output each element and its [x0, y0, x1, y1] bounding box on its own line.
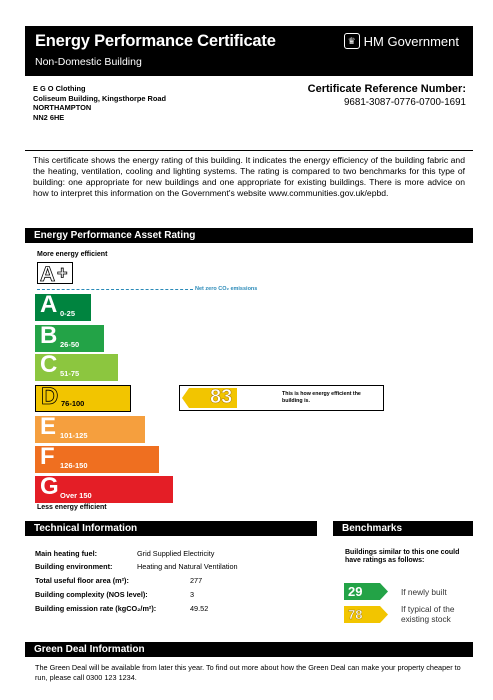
band-letter: B	[40, 322, 58, 349]
rating-band-f	[35, 443, 159, 473]
current-rating-text: This is how energy efficient the building is.	[282, 391, 361, 404]
tech-value: Grid Supplied Electricity	[137, 549, 215, 558]
certificate-subtitle: Non-Domestic Building	[35, 56, 142, 68]
band-range: 0-25	[60, 309, 76, 318]
band-range: 51-75	[60, 369, 80, 378]
band-range: 76-100	[61, 399, 85, 408]
tech-value: Heating and Natural Ventilation	[137, 562, 238, 571]
current-rating-value: 83	[210, 386, 233, 408]
green-deal-text: The Green Deal will be available from later this year. To find out more about how the Green Deal can make your property cheaper to run, please call 0300 123 1234.	[35, 663, 461, 682]
band-range: 101-125	[60, 431, 88, 440]
current-rating-box	[179, 385, 384, 411]
svg-text:+: +	[57, 263, 68, 283]
svg-text:A: A	[40, 263, 56, 284]
tech-label: Main heating fuel:	[35, 549, 98, 558]
tech-label: Building emission rate (kgCO₂/m²):	[35, 604, 157, 613]
crest-icon: ♛	[344, 33, 360, 49]
band-range: 126-150	[60, 461, 88, 470]
property-address	[33, 84, 166, 122]
certificate-title: Energy Performance Certificate	[35, 32, 276, 50]
logo-text: HM Government	[363, 33, 459, 49]
benchmark-label: If typical of the existing stock	[401, 604, 455, 624]
intro-paragraph: This certificate shows the energy rating of this building. It indicates the energy efficiency of the building fabric and the heating, ventilation, cooling and lighting systems. The rating is compared to two benchmarks for this type of building: one appropriate for new buildings and one appropriate for existing buildings. There is more advice on how to interpret this information on the Government's website www.communities.gov.uk/epbd.	[33, 155, 465, 198]
rating-band-d	[35, 385, 131, 412]
tech-label: Building complexity (NOS level):	[35, 590, 148, 599]
certificate-reference	[308, 83, 466, 108]
rating-band-b	[35, 322, 104, 352]
reference-number: 9681-3087-0776-0700-1691	[343, 97, 466, 108]
tech-row-emission-rate	[35, 604, 209, 613]
rating-band-c	[35, 351, 118, 381]
address-line: NORTHAMPTON	[33, 103, 92, 113]
divider	[25, 150, 473, 151]
benchmark-value: 78	[348, 607, 363, 622]
band-letter: C	[40, 351, 58, 378]
tech-row-environment	[35, 562, 238, 571]
tech-row-floor-area	[35, 576, 203, 585]
tech-row-heating-fuel	[35, 549, 215, 558]
address-line: NN2 6HE	[33, 112, 65, 122]
net-zero-label: Net zero CO₂ emissions	[195, 286, 258, 292]
more-efficient-label: More energy efficient	[37, 251, 108, 258]
tech-row-complexity	[35, 590, 195, 599]
benchmarks-intro: Buildings similar to this one could have ratings as follows:	[345, 549, 460, 565]
tech-label: Total useful floor area (m²):	[35, 576, 129, 585]
tech-value: 277	[190, 576, 203, 585]
address-line: E G O Clothing	[33, 84, 86, 93]
technical-heading: Technical Information	[25, 521, 317, 536]
benchmarks-heading: Benchmarks	[333, 521, 473, 536]
rating-band-e	[35, 413, 145, 443]
less-efficient-label: Less energy efficient	[37, 504, 107, 511]
band-letter: A	[40, 291, 58, 318]
benchmark-label: If newly built	[401, 587, 447, 597]
band-range: Over 150	[60, 491, 92, 500]
tech-value: 3	[190, 590, 195, 599]
address-line: Coliseum Building, Kingsthorpe Road	[33, 93, 167, 103]
reference-label: Certificate Reference Number:	[307, 83, 466, 95]
tech-label: Building environment:	[35, 562, 113, 571]
benchmark-value: 29	[348, 584, 363, 599]
hm-government-logo	[344, 33, 459, 49]
rating-section-heading: Energy Performance Asset Rating	[25, 228, 473, 243]
band-letter: F	[40, 443, 55, 470]
band-range: 26-50	[60, 340, 80, 349]
green-deal-heading: Green Deal Information	[25, 642, 473, 657]
band-letter: D	[41, 383, 59, 410]
a-plus-band	[37, 262, 73, 284]
tech-value: 49.52	[190, 604, 209, 613]
band-letter: E	[40, 413, 57, 440]
band-letter: G	[40, 473, 59, 500]
net-zero-line	[37, 289, 193, 290]
rating-band-a	[35, 291, 91, 321]
rating-band-g	[35, 473, 173, 503]
certificate-header	[25, 26, 473, 76]
